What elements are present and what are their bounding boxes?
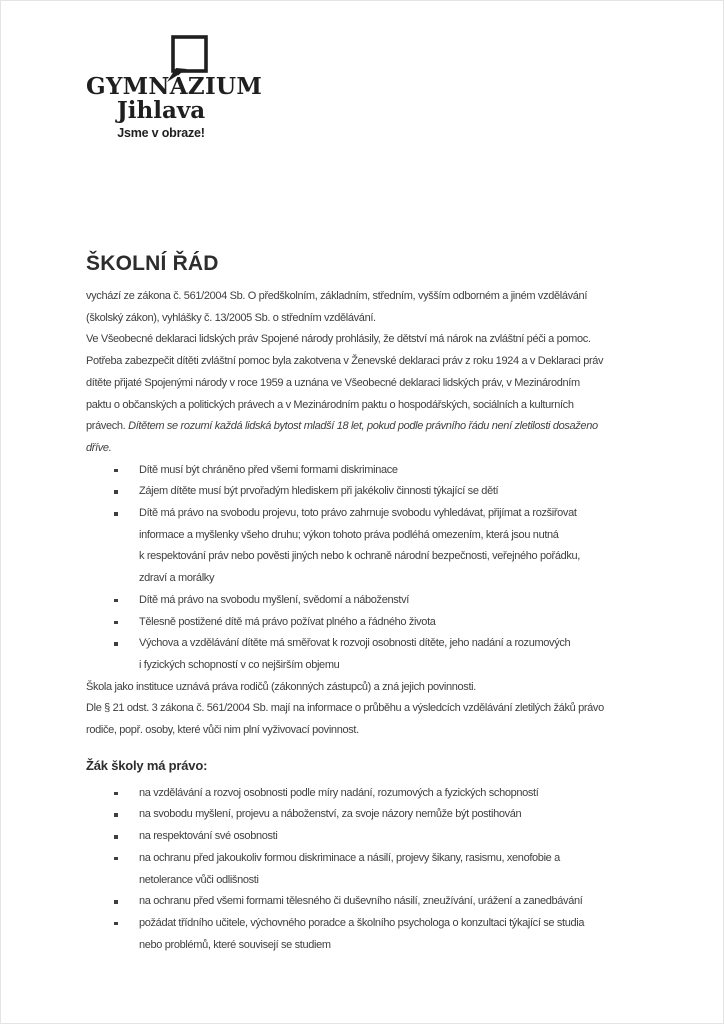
text-line — [139, 503, 580, 525]
square-bullet-icon — [114, 512, 118, 516]
text-line — [86, 677, 658, 699]
text-line — [86, 373, 658, 395]
text-line — [139, 568, 580, 590]
text-segment: Dítě má právo na svobodu myšlení, svědomí a náboženství — [139, 593, 409, 606]
intro-paragraph — [86, 286, 658, 460]
list-item — [86, 481, 658, 503]
list-item-text — [139, 590, 409, 612]
text-line — [139, 848, 560, 870]
text-line — [86, 395, 658, 417]
logo-tagline: Jsme v obraze! — [117, 126, 205, 140]
list-item-text — [139, 913, 584, 956]
text-line — [86, 698, 658, 720]
school-paragraph — [86, 677, 658, 742]
speech-bubble-icon — [163, 34, 211, 89]
list-item-text — [139, 612, 436, 634]
text-segment: rodiče, popř. osoby, které vůči nim plní vyživovací povinnost. — [86, 724, 359, 737]
italic-text-segment: Dítětem se rozumí každá lidská bytost mladší 18 let, pokud podle právního řádu není zletilosti dosaženo — [128, 420, 598, 433]
document-title: ŠKOLNÍ ŘÁD — [86, 252, 219, 275]
children-rights-list — [86, 460, 658, 677]
square-bullet-icon — [114, 469, 118, 473]
text-line — [139, 783, 538, 805]
text-line — [139, 546, 580, 568]
document-body — [86, 251, 658, 956]
text-line — [139, 870, 560, 892]
text-line — [139, 460, 398, 482]
list-item — [86, 460, 658, 482]
text-segment: na respektování své osobnosti — [139, 830, 278, 843]
text-line — [139, 804, 521, 826]
text-line — [139, 891, 582, 913]
text-line — [139, 590, 409, 612]
text-segment: na ochranu před jakoukoliv formou diskriminace a násilí, projevy šikany, rasismu, xenofobie a — [139, 851, 560, 864]
text-segment: i fyzických schopností v co nejširším objemu — [139, 658, 340, 671]
text-line — [139, 481, 498, 503]
text-line — [139, 913, 584, 935]
text-segment: na vzdělávání a rozvoj osobnosti podle míry nadání, rozumových a fyzických schopností — [139, 786, 539, 799]
list-item — [86, 612, 658, 634]
list-item-text — [139, 783, 538, 805]
italic-text-segment: dříve. — [86, 441, 112, 454]
square-bullet-icon — [114, 922, 118, 926]
text-line — [139, 655, 570, 677]
list-item — [86, 804, 658, 826]
list-item — [86, 503, 658, 590]
text-segment: k respektování práv nebo pověsti jiných nebo k ochraně národní bezpečnosti, veřejného pořádku, — [139, 550, 581, 563]
text-segment: na ochranu před všemi formami tělesného či duševního násilí, zneužívání, urážení a zanedbávání — [139, 895, 583, 908]
student-rights-list — [86, 783, 658, 957]
text-line — [139, 935, 584, 957]
text-segment: informace a myšlenky všeho druhu; výkon tohoto práva podléhá omezením, která jsou nutná — [139, 528, 559, 541]
list-item — [86, 848, 658, 891]
text-line — [86, 308, 658, 330]
text-segment: na svobodu myšlení, projevu a náboženství, za svoje názory nemůže být postihován — [139, 808, 522, 821]
list-item-text — [139, 826, 277, 848]
text-segment: Dle § 21 odst. 3 zákona č. 561/2004 Sb. mají na informace o průběhu a výsledcích vzdělávání zletilých žáků právo — [86, 702, 604, 715]
text-segment: Ve Všeobecné deklaraci lidských práv Spojené národy prohlásily, že dětství má nárok na zvláštní péči a pomoc. — [86, 333, 591, 346]
text-segment: (školský zákon), vyhlášky č. 13/2005 Sb. o středním vzdělávání. — [86, 311, 376, 324]
list-item-text — [139, 848, 560, 891]
square-bullet-icon — [114, 857, 118, 861]
square-bullet-icon — [114, 900, 118, 904]
list-item — [86, 783, 658, 805]
text-line — [86, 329, 658, 351]
text-segment: právech. — [86, 420, 129, 433]
text-segment: vychází ze zákona č. 561/2004 Sb. O předškolním, základním, středním, vyšším odborném a jiném vzdělávání — [86, 290, 588, 302]
section-heading: Žák školy má právo: — [86, 757, 208, 773]
text-segment: paktu o občanských a politických právech a v Mezinárodním paktu o hospodářských, sociálních a kulturních — [86, 398, 574, 411]
text-segment: Dítě musí být chráněno před všemi formami diskriminace — [139, 463, 398, 476]
square-bullet-icon — [114, 599, 118, 603]
text-segment: dítěte přijaté Spojenými národy v roce 1959 a uznána ve Všeobecné deklaraci lidských práv, v Mezinárodním — [86, 376, 580, 389]
text-line — [86, 416, 658, 438]
list-item-text — [139, 503, 580, 590]
text-segment: Potřeba zabezpečit dítěti zvláštní pomoc byla zakotvena v Ženevské deklaraci práv z roku 1924 a v Deklaraci práv — [86, 355, 604, 368]
text-segment: Zájem dítěte musí být prvořadým hlediskem při jakékoliv činnosti týkající se dětí — [139, 485, 499, 498]
list-item-text — [139, 481, 498, 503]
logo-title: GYMNÁZIUM — [86, 73, 263, 100]
list-item — [86, 590, 658, 612]
text-line — [139, 633, 570, 655]
square-bullet-icon — [114, 642, 118, 646]
text-segment: Škola jako instituce uznává práva rodičů (zákonných zástupců) a zná jejich povinnosti. — [86, 680, 476, 693]
list-item — [86, 913, 658, 956]
square-bullet-icon — [114, 835, 118, 839]
text-line — [86, 351, 658, 373]
text-segment: požádat třídního učitele, výchovného poradce a školního psychologa o konzultaci týkající se studia — [139, 916, 585, 929]
list-item-text — [139, 804, 521, 826]
list-item — [86, 633, 658, 676]
list-item-text — [139, 460, 398, 482]
text-line — [86, 286, 658, 308]
logo-city: Jihlava — [116, 97, 206, 124]
text-segment: Výchova a vzdělávání dítěte má směřovat k rozvoji osobnosti dítěte, jeho nadání a rozumových — [139, 637, 571, 650]
text-line — [139, 826, 277, 848]
text-line — [139, 525, 580, 547]
square-bullet-icon — [114, 792, 118, 796]
list-item-text — [139, 891, 582, 913]
square-bullet-icon — [114, 813, 118, 817]
text-segment: netolerance vůči odlišnosti — [139, 873, 259, 886]
text-line — [86, 720, 658, 742]
text-segment: zdraví a morálky — [139, 572, 215, 585]
square-bullet-icon — [114, 621, 118, 625]
school-logo — [86, 31, 263, 141]
list-item-text — [139, 633, 570, 676]
text-line — [86, 438, 658, 460]
text-segment: Dítě má právo na svobodu projevu, toto právo zahrnuje svobodu vyhledávat, přijímat a rozšiřovat — [139, 507, 577, 520]
list-item — [86, 891, 658, 913]
text-line — [139, 612, 436, 634]
square-bullet-icon — [114, 490, 118, 494]
list-item — [86, 826, 658, 848]
text-segment: Tělesně postižené dítě má právo požívat plného a řádného života — [139, 615, 436, 628]
text-segment: nebo problémů, které souvisejí se studiem — [139, 938, 331, 951]
